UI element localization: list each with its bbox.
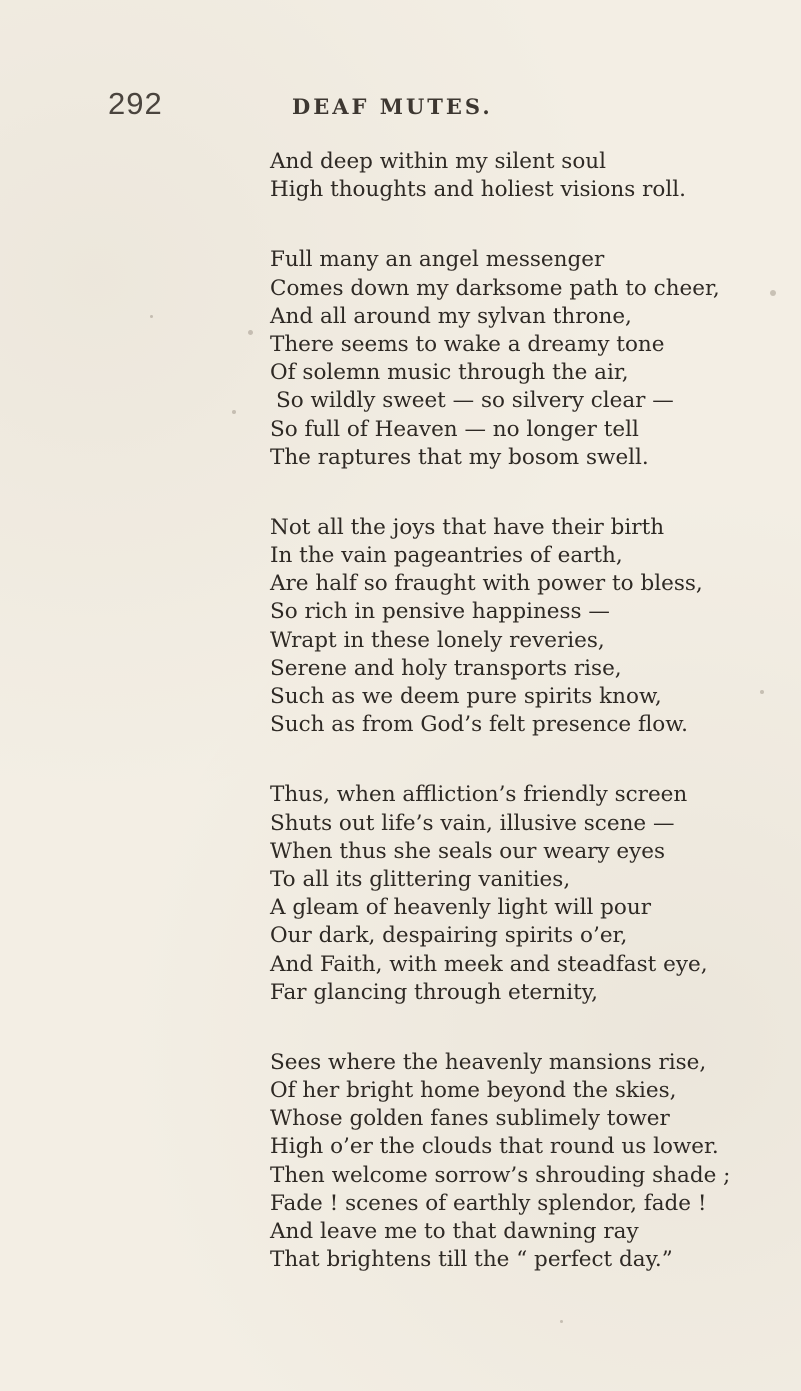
poem-line: So rich in pensive happiness — (270, 599, 610, 625)
poem-line: Whose golden fanes sublimely tower (270, 1106, 670, 1132)
paper-speck (770, 290, 776, 296)
poem-line: Not all the joys that have their birth (270, 514, 665, 540)
stanza (270, 1049, 790, 1275)
paper-speck (248, 330, 253, 335)
poem-line: Full many an angel messenger (270, 247, 605, 273)
poem-line: The raptures that my bosom swell. (270, 444, 649, 470)
poem-line: High o’er the clouds that round us lower. (270, 1134, 719, 1160)
poem-line: Thus, when affliction’s friendly screen (270, 782, 688, 808)
poem-line: A gleam of heavenly light will pour (270, 895, 651, 921)
paper-speck (150, 315, 153, 318)
poem-line: Then welcome sorrow’s shrouding shade ; (270, 1162, 731, 1188)
poem-line: When thus she seals our weary eyes (270, 838, 666, 864)
poem-body (270, 148, 790, 1316)
poem-line: Such as we deem pure spirits know, (270, 684, 662, 709)
poem-line: And Faith, with meek and steadfast eye, (270, 951, 708, 977)
poem-line: So wildly sweet — so silvery clear — (276, 388, 674, 414)
poem-line: There seems to wake a dreamy tone (270, 331, 665, 357)
poem-line: Wrapt in these lonely reveries, (270, 627, 605, 653)
stanza (270, 514, 790, 740)
poem-line: Of her bright home beyond the skies, (270, 1078, 677, 1104)
poem-line: Serene and holy transports rise, (270, 655, 622, 681)
poem-line: Are half so fraught with power to bless, (270, 571, 703, 597)
poem-line: High thoughts and holiest visions roll. (270, 177, 686, 203)
page-number: 292 (108, 86, 163, 121)
stanza (270, 781, 790, 1007)
poem-line: And leave me to that dawning ray (270, 1219, 639, 1244)
poem-line: So full of Heaven — no longer tell (270, 416, 639, 442)
poem-line: Fade ! scenes of earthly splendor, fade ! (270, 1190, 707, 1216)
poem-line: Comes down my darksome path to cheer, (270, 275, 720, 301)
poem-line: In the vain pageantries of earth, (270, 543, 623, 569)
stanza (270, 246, 790, 472)
poem-line: Our dark, despairing spirits o’er, (270, 923, 628, 949)
poem-line: That brightens till the “ perfect day.” (270, 1247, 673, 1273)
paper-speck (760, 690, 764, 694)
poem-line: Of solemn music through the air, (270, 360, 629, 386)
poem-line: Such as from God’s felt presence flow. (270, 712, 688, 738)
poem-line: And all around my sylvan throne, (270, 303, 632, 329)
paper-speck (560, 1320, 563, 1323)
poem-line: Sees where the heavenly mansions rise, (270, 1049, 707, 1075)
poem-line: Far glancing through eternity, (270, 979, 598, 1005)
running-title: DEAF MUTES. (292, 94, 493, 119)
poem-line: And deep within my silent soul (270, 149, 607, 174)
poem-line: To all its glittering vanities, (270, 866, 571, 892)
stanza (270, 148, 790, 204)
poem-line: Shuts out life’s vain, illusive scene — (270, 810, 675, 836)
paper-speck (232, 410, 236, 414)
